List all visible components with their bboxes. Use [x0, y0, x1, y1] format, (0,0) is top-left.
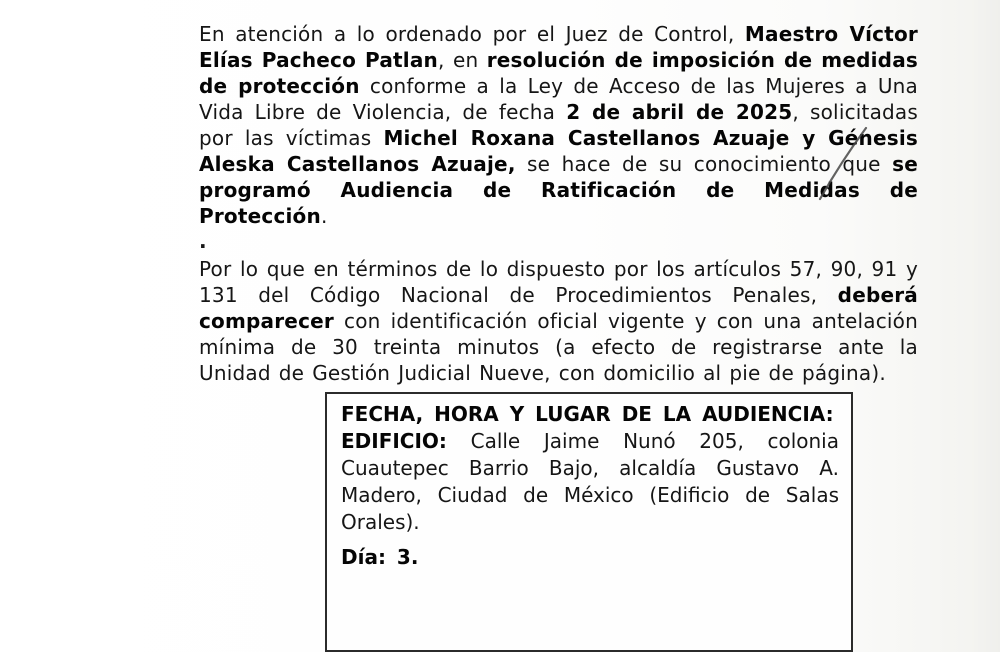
paragraph-hearing-notice: En atención a lo ordenado por el Juez de Control, Maestro Víctor Elías Pacheco Patlan, en resolución de imposición de medidas de protección conforme a la Ley de Acceso de las Mujeres a Una Vida Libre de Violencia, de fecha 2 de abril de 2025, solicitadas por las víctimas Michel Roxana Castellanos Azuaje y Génesis Aleska Castellanos Azuaje, se hace de su conocimiento que se programó Audiencia de Ratificación de Medidas de Protección.: [199, 22, 918, 228]
hearing-day-value: Día: 3.: [341, 545, 419, 569]
hearing-box-title: FECHA, HORA Y LUGAR DE LA AUDIENCIA:: [341, 402, 834, 426]
document-body: [199, 21, 918, 386]
paragraph-appearance-requirements: Por lo que en términos de lo dispuesto por los artículos 57, 90, 91 y 131 del Código Nacional de Procedimientos Penales, deberá comparecer con identificación oficial vigente y con una antelación mínima de 30 treinta minutos (a efecto de registrarse ante la Unidad de Gestión Judicial Nueve, con domicilio al pie de página).: [199, 257, 918, 385]
hearing-details-box: [325, 392, 853, 652]
stray-period: .: [199, 229, 207, 253]
hearing-building-address: EDIFICIO: Calle Jaime Nunó 205, colonia Cuautepec Barrio Bajo, alcaldía Gustavo A. Madero, Ciudad de México (Edificio de Salas Orales).: [341, 429, 839, 534]
